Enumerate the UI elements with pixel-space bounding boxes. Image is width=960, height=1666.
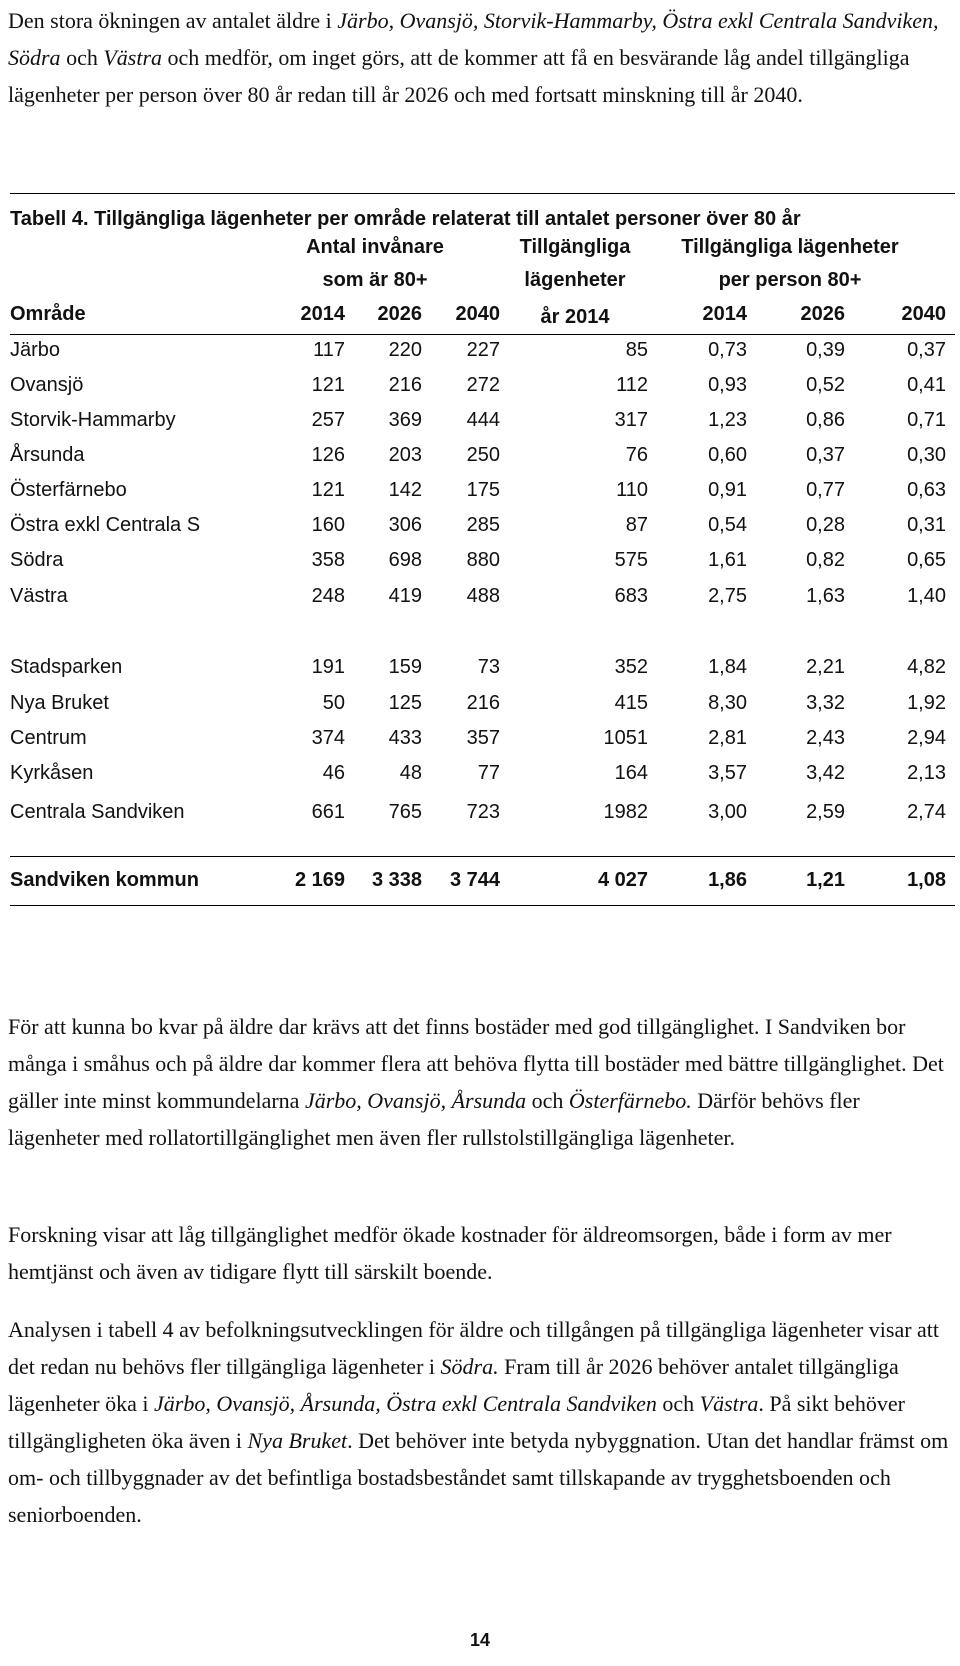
- table-cell: 357: [466, 727, 500, 749]
- table-row: [0, 869, 960, 903]
- header-year-2026: 2026: [377, 303, 422, 325]
- header-population-line2: som är 80+: [322, 269, 428, 291]
- table-cell: 87: [625, 514, 648, 536]
- table-cell: 0,86: [806, 409, 845, 431]
- row-area-name: Östra exkl Centrala S: [10, 514, 201, 536]
- header-population-line1: Antal invånare: [306, 236, 444, 258]
- table-cell: 0,73: [708, 339, 747, 361]
- table-cell: 0,31: [907, 514, 946, 536]
- table-cell: 0,52: [806, 374, 845, 396]
- table-top-rule: [10, 193, 955, 194]
- table-cell: 2,13: [907, 762, 946, 784]
- table-cell: 575: [614, 549, 648, 571]
- table-cell: 2,74: [907, 801, 946, 823]
- row-area-name: Centrum: [10, 727, 87, 749]
- table-cell: 257: [311, 409, 345, 431]
- table-cell: 48: [399, 762, 422, 784]
- table-row: [0, 727, 960, 761]
- table-cell: 374: [311, 727, 345, 749]
- table-cell: 248: [311, 585, 345, 607]
- header-pp-2026: 2026: [800, 303, 845, 325]
- table-cell: 306: [388, 514, 422, 536]
- table-cell: 352: [614, 656, 648, 678]
- table-cell: 272: [466, 374, 500, 396]
- table-cell: 317: [614, 409, 648, 431]
- table-cell: 2 169: [294, 869, 345, 891]
- table-cell: 85: [625, 339, 648, 361]
- header-pp-2014: 2014: [702, 303, 747, 325]
- table-cell: 1982: [603, 801, 648, 823]
- table-row: [0, 479, 960, 513]
- table-cell: 125: [388, 692, 422, 714]
- table-cell: 110: [616, 479, 648, 501]
- table-cell: 698: [388, 549, 422, 571]
- table-cell: 50: [322, 692, 345, 714]
- row-area-name: Storvik-Hammarby: [10, 409, 176, 431]
- row-area-name: Nya Bruket: [10, 692, 109, 714]
- header-per-person-line2: per person 80+: [718, 269, 862, 291]
- table-cell: 4 027: [597, 869, 648, 891]
- table-row: [0, 692, 960, 726]
- table-row: [0, 762, 960, 796]
- table-cell: 2,81: [708, 727, 747, 749]
- table-cell: 369: [388, 409, 422, 431]
- table-cell: 0,82: [806, 549, 845, 571]
- table-cell: 3 744: [449, 869, 500, 891]
- table-cell: 73: [477, 656, 500, 678]
- table-cell: 0,30: [907, 444, 946, 466]
- table-cell: 76: [625, 444, 648, 466]
- table-cell: 2,59: [806, 801, 845, 823]
- table-cell: 0,71: [907, 409, 946, 431]
- table-cell: 142: [388, 479, 422, 501]
- table-cell: 1,63: [806, 585, 845, 607]
- table-cell: 415: [614, 692, 648, 714]
- table-cell: 1,21: [806, 869, 845, 891]
- table-cell: 175: [466, 479, 500, 501]
- row-area-name: Årsunda: [10, 444, 85, 466]
- table-cell: 1,40: [907, 585, 946, 607]
- table-cell: 0,93: [708, 374, 747, 396]
- table-cell: 164: [614, 762, 648, 784]
- header-pp-2040: 2040: [901, 303, 946, 325]
- table-cell: 2,75: [708, 585, 747, 607]
- table-cell: 191: [311, 656, 345, 678]
- row-area-name: Järbo: [10, 339, 61, 361]
- paragraph-analysis: Analysen i tabell 4 av befolkningsutvecklingen för äldre och tillgången på tillgängliga lägenheter visar att det redan nu behövs fler tillgängliga lägenheter i Södra. Fram till år 2026 behöver antalet tillgängliga lägenheter öka i Järbo, Ovansjö, Årsunda, Östra exkl Centrala Sandviken och Västra. På sikt behöver tillgängligheten öka även i Nya Bruket. Det behöver inte betyda nybyggnation. Utan det handlar främst om om- och tillbyggnader av det befintliga bostadsbeståndet samt tillskapande av trygghetsboenden och seniorboenden.: [8, 1317, 949, 1527]
- table-cell: 285: [466, 514, 500, 536]
- table-cell: 2,43: [806, 727, 845, 749]
- table-cell: 216: [466, 692, 500, 714]
- row-area-name: Stadsparken: [10, 656, 123, 678]
- table-cell: 1051: [603, 727, 648, 749]
- table-cell: 1,92: [907, 692, 946, 714]
- table-row: [0, 514, 960, 548]
- table-cell: 444: [466, 409, 500, 431]
- table-cell: 0,65: [907, 549, 946, 571]
- table-cell: 1,84: [708, 656, 747, 678]
- table-row: [0, 444, 960, 478]
- table-cell: 0,54: [708, 514, 747, 536]
- header-area: Område: [10, 303, 86, 325]
- table-cell: 488: [466, 585, 500, 607]
- table-cell: 0,41: [907, 374, 946, 396]
- row-area-name: Österfärnebo: [10, 479, 127, 501]
- table-cell: 46: [322, 762, 345, 784]
- row-area-name: Södra: [10, 549, 64, 571]
- table-cell: 0,37: [806, 444, 845, 466]
- table-cell: 433: [388, 727, 422, 749]
- table-cell: 121: [311, 479, 345, 501]
- table-cell: 0,63: [907, 479, 946, 501]
- table-row: [0, 339, 960, 373]
- row-area-name: Centrala Sandviken: [10, 801, 185, 823]
- table-cell: 1,86: [708, 869, 747, 891]
- row-area-name: Västra: [10, 585, 68, 607]
- table-cell: 0,39: [806, 339, 845, 361]
- intro-paragraph: Den stora ökningen av antalet äldre i Järbo, Ovansjö, Storvik-Hammarby, Östra exkl Centrala Sandviken, Södra och Västra och medför, om inget görs, att de kommer att få en besvärande låg andel tillgängliga lägenheter per person över 80 år redan till år 2026 och med fortsatt minskning till år 2040.: [8, 8, 939, 107]
- table-row: [0, 585, 960, 619]
- table-cell: 3,57: [708, 762, 747, 784]
- table-cell: 216: [388, 374, 422, 396]
- row-area-name: Kyrkåsen: [10, 762, 94, 784]
- table-cell: 112: [616, 374, 648, 396]
- table-cell: 2,94: [907, 727, 946, 749]
- table-cell: 661: [311, 801, 345, 823]
- table-cell: 121: [311, 374, 345, 396]
- table-row: [0, 801, 960, 835]
- table-cell: 0,77: [806, 479, 845, 501]
- table-cell: 0,28: [806, 514, 845, 536]
- paragraph-research: Forskning visar att låg tillgänglighet medför ökade kostnader för äldreomsorgen, både i form av mer hemtjänst och även av tidigare flytt till särskilt boende.: [8, 1222, 892, 1284]
- table-header-rule: [10, 334, 955, 335]
- header-apartments-line1: Tillgängliga: [519, 236, 631, 258]
- table-cell: 419: [388, 585, 422, 607]
- header-year-2014: 2014: [300, 303, 345, 325]
- table-cell: 723: [466, 801, 500, 823]
- table-cell: 3 338: [371, 869, 422, 891]
- table-cell: 765: [388, 801, 422, 823]
- header-apartments-line2: lägenheter: [524, 269, 626, 291]
- table-row: [0, 374, 960, 408]
- page-number: 14: [469, 1630, 491, 1650]
- table-cell: 3,00: [708, 801, 747, 823]
- row-area-name: Ovansjö: [10, 374, 84, 396]
- table-cell: 3,42: [806, 762, 845, 784]
- table-cell: 117: [313, 339, 345, 361]
- table-cell: 203: [388, 444, 422, 466]
- table-cell: 250: [466, 444, 500, 466]
- table-cell: 160: [311, 514, 345, 536]
- table-cell: 358: [311, 549, 345, 571]
- table-cell: 0,37: [907, 339, 946, 361]
- header-apartments-line3: år 2014: [540, 306, 610, 328]
- table-cell: 4,82: [907, 656, 946, 678]
- table-cell: 220: [388, 339, 422, 361]
- header-per-person-line1: Tillgängliga lägenheter: [681, 236, 899, 258]
- table-bottom-rule: [10, 905, 955, 906]
- table-cell: 77: [477, 762, 500, 784]
- row-area-name: Sandviken kommun: [10, 869, 199, 891]
- table-cell: 1,08: [907, 869, 946, 891]
- table-cell: 227: [466, 339, 500, 361]
- table-cell: 1,61: [708, 549, 747, 571]
- paragraph-accessibility: För att kunna bo kvar på äldre dar krävs att det finns bostäder med god tillgänglighet. I Sandviken bor många i småhus och på äldre dar kommer flera att behöva flytta till bostäder med bättre tillgänglighet. Det gäller inte minst kommundelarna Järbo, Ovansjö, Årsunda och Österfärnebo. Därför behövs fler lägenheter med rollatortillgänglighet men även fler rullstolstillgängliga lägenheter.: [8, 1014, 944, 1150]
- table-row: [0, 656, 960, 690]
- table-row: [0, 409, 960, 443]
- table-cell: 159: [388, 656, 422, 678]
- table-cell: 0,91: [708, 479, 747, 501]
- table-cell: 2,21: [806, 656, 845, 678]
- table-total-rule: [10, 856, 955, 857]
- table-caption: Tabell 4. Tillgängliga lägenheter per område relaterat till antalet personer över 80 år: [10, 208, 801, 230]
- table-row: [0, 549, 960, 583]
- table-cell: 880: [466, 549, 500, 571]
- table-cell: 0,60: [708, 444, 747, 466]
- table-cell: 683: [614, 585, 648, 607]
- table-cell: 1,23: [708, 409, 747, 431]
- table-cell: 126: [311, 444, 345, 466]
- header-year-2040: 2040: [455, 303, 500, 325]
- table-cell: 3,32: [806, 692, 845, 714]
- table-cell: 8,30: [708, 692, 747, 714]
